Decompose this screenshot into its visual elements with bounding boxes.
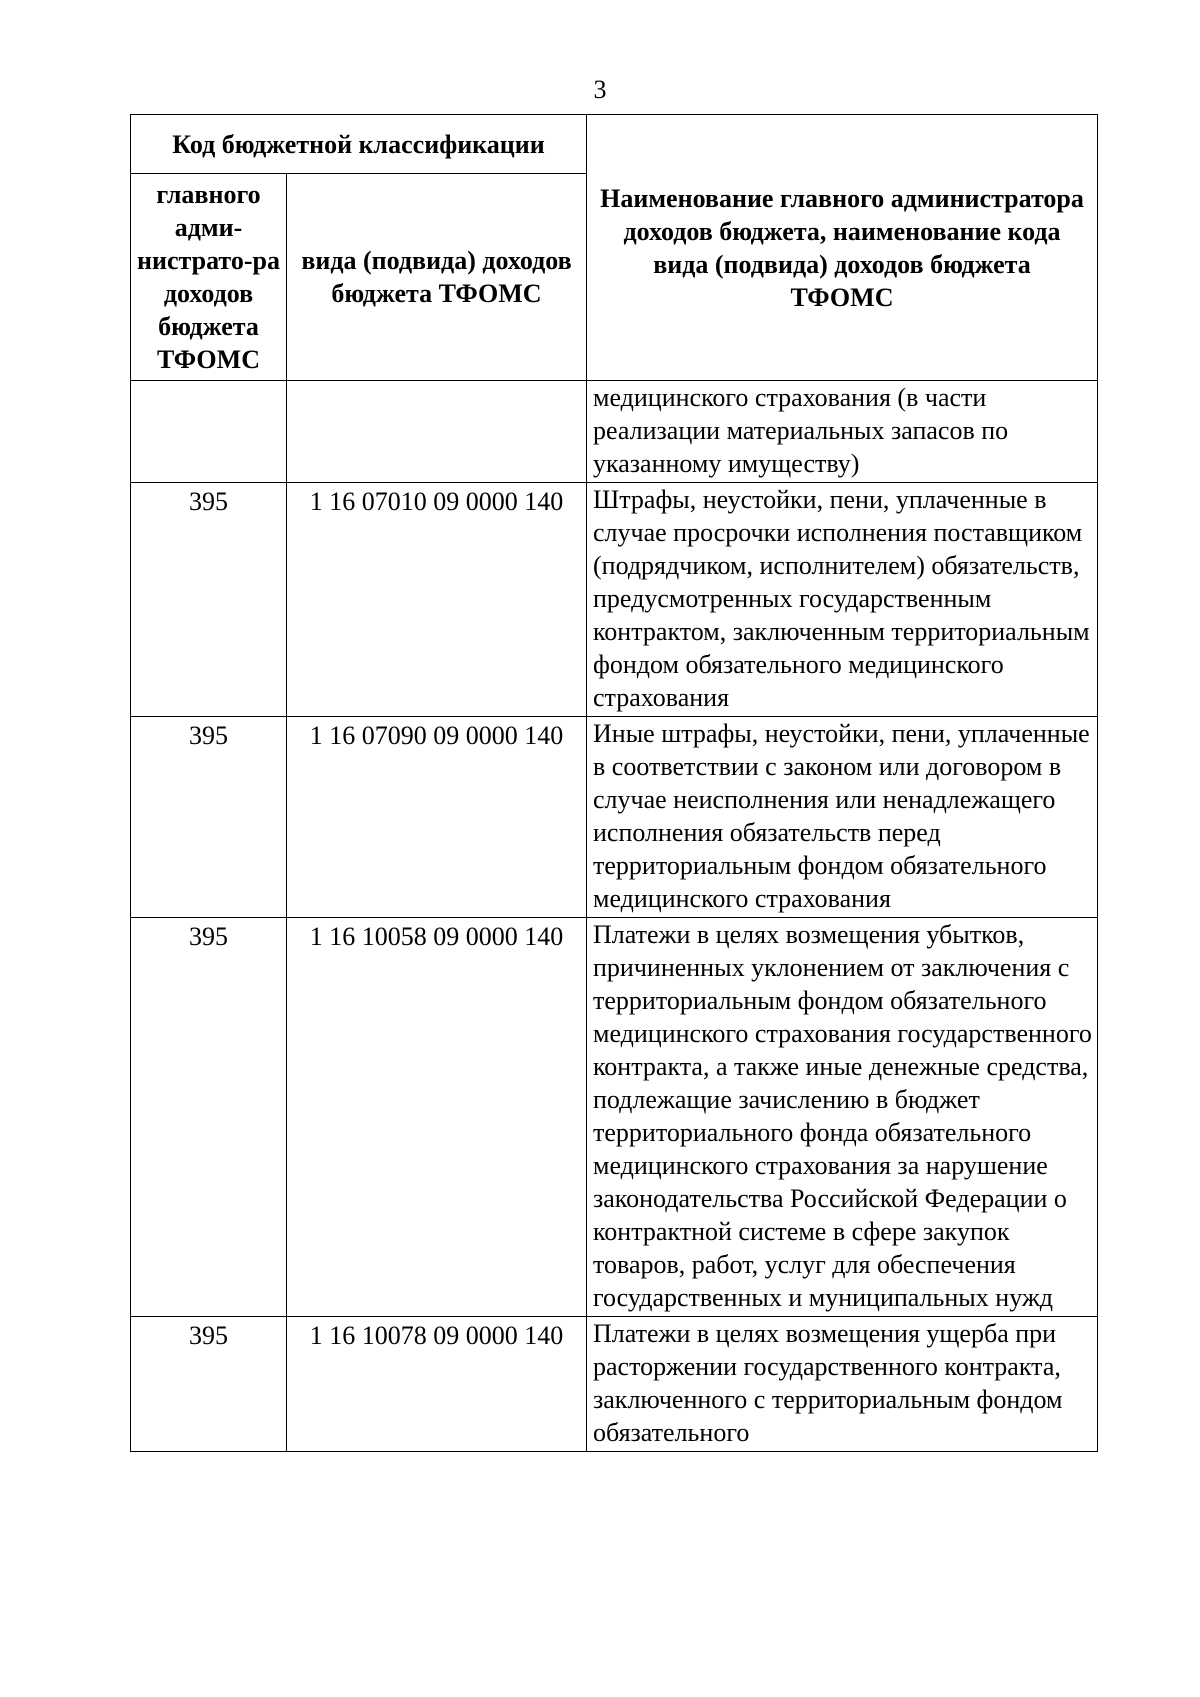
cell-description: Иные штрафы, неустойки, пени, уплаченные в соответствии с законом или договором в случае неисполнения или ненадлежащего исполнения обязательств перед территориальным фондом обязательного медицинского страхования [587,717,1098,918]
table-row [131,918,1098,1317]
page-number: 3 [593,75,607,104]
cell-income-code: 1 16 10078 09 0000 140 [287,1317,587,1452]
cell-description: Платежи в целях возмещения убытков, причиненных уклонением от заключения с территориальным фондом обязательного медицинского страхования государственного контракта, а также иные денежные средства, подлежащие зачислению в бюджет территориального фонда обязательного медицинского страхования за нарушение законодательства Российской Федерации о контрактной системе в сфере закупок товаров, работ, услуг для обеспечения государственных и муниципальных нужд [587,918,1098,1317]
cell-income-code: 1 16 07010 09 0000 140 [287,483,587,717]
cell-income-code [287,381,587,483]
cell-description: Штрафы, неустойки, пени, уплаченные в случае просрочки исполнения поставщиком (подрядчиком, исполнителем) обязательств, предусмотренных государственным контрактом, заключенным территориальным фондом обязательного медицинского страхования [587,483,1098,717]
table-row [131,483,1098,717]
cell-admin-code: 395 [131,1317,287,1452]
header-budget-code-group: Код бюджетной классификации [131,115,587,174]
cell-income-code: 1 16 07090 09 0000 140 [287,717,587,918]
cell-income-code: 1 16 10058 09 0000 140 [287,918,587,1317]
budget-classification-table [130,114,1098,1452]
cell-admin-code: 395 [131,483,287,717]
cell-admin-code: 395 [131,717,287,918]
header-admin-column: главного адми-нистрато-ра доходов бюджета ТФОМС [131,174,287,381]
cell-description: медицинского страхования (в части реализации материальных запасов по указанному имуществу) [587,381,1098,483]
cell-admin-code: 395 [131,918,287,1317]
table-row [131,381,1098,483]
header-type-column: вида (подвида) доходов бюджета ТФОМС [287,174,587,381]
header-name-column: Наименование главного администратора доходов бюджета, наименование кода вида (подвида) доходов бюджета ТФОМС [587,115,1098,381]
cell-admin-code [131,381,287,483]
table-row [131,717,1098,918]
table-row [131,1317,1098,1452]
header-row-group [131,115,1098,174]
cell-description: Платежи в целях возмещения ущерба при расторжении государственного контракта, заключенного с территориальным фондом обязательного [587,1317,1098,1452]
